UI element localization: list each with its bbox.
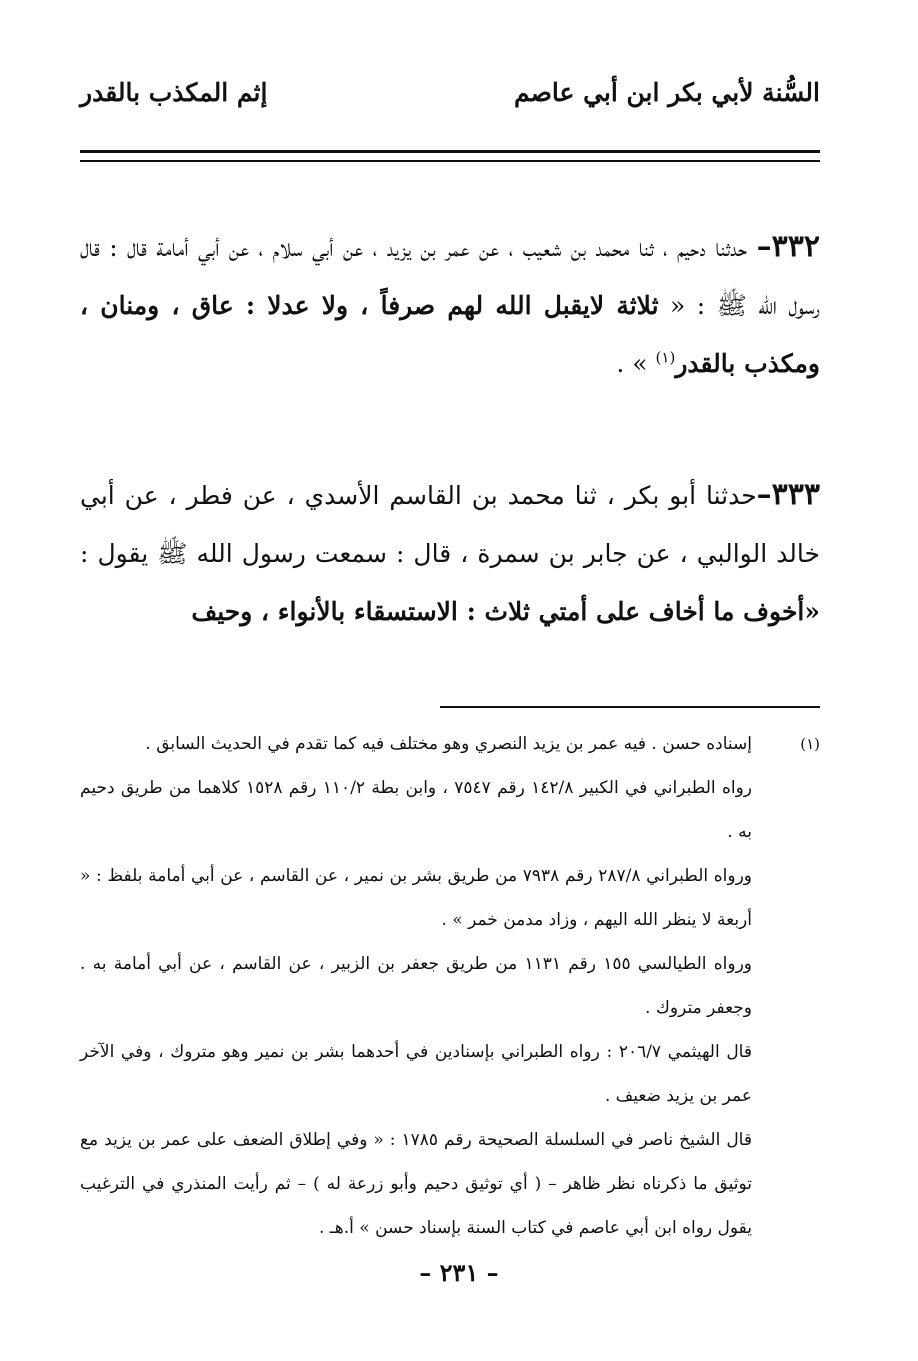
footnote-paragraph: ورواه الطبراني ٢٨٧/٨ رقم ٧٩٣٨ من طريق بشر بن نمير ، عن القاسم ، عن أبي أمامة بلفظ : « أربعة لا ينظر الله اليهم ، وزاد مدمن خمر » . (80, 866, 752, 930)
hadith-isnad: حدثنا دحيم ، ثنا محمد بن شعيب ، عن عمر بن يزيد ، عن أبي سلام ، عن أبي أمامة قال : قال رسول الله ﷺ : « (80, 233, 820, 320)
hadith-333 (80, 466, 820, 641)
hadith-closing: » . (616, 349, 656, 378)
hadith-dash: – (756, 229, 772, 264)
chapter-title: إثم المكذب بالقدر (80, 78, 268, 107)
footnote-paragraph: إسناده حسن . فيه عمر بن يزيد النصري وهو مختلف فيه كما تقدم في الحديث السابق . (145, 734, 752, 754)
footnote-marker: (١) (800, 735, 820, 753)
hadith-matn: «أخوف ما أخاف على أمتي ثلاث : الاستسقاء بالأنواء ، وحيف (191, 597, 820, 626)
footnotes (80, 722, 820, 1250)
hadith-dash: – (756, 477, 772, 512)
page-number: – ٢٣١ – (419, 1258, 499, 1287)
running-header (80, 78, 820, 118)
hadith-number: ٣٣٣ (771, 477, 820, 512)
hadith-number: ٣٣٢ (771, 229, 820, 264)
footnote-paragraph: رواه الطبراني في الكبير ١٤٢/٨ رقم ٧٥٤٧ ، وابن بطة ١١٠/٢ رقم ١٥٢٨ كلاهما من طريق دحيم به . (80, 778, 752, 842)
hadith-isnad: حدثنا أبو بكر ، ثنا محمد بن القاسم الأسدي ، عن فطر ، عن أبي خالد الوالبي ، عن جابر بن سمرة ، قال : سمعت رسول الله ﷺ يقول : (80, 481, 820, 568)
footnote-paragraph: ورواه الطيالسي ١٥٥ رقم ١١٣١ من طريق جعفر بن الزبير ، عن القاسم ، عن أبي أمامة به . وجعفر متروك . (80, 954, 752, 1018)
header-rule-thick (80, 150, 820, 153)
hadith-332 (80, 218, 820, 393)
footnote-body (80, 722, 752, 1250)
book-title: السُّنة لأبي بكر ابن أبي عاصم (513, 78, 820, 107)
footnote-reference[interactable]: (١) (655, 348, 676, 367)
footnote-separator (440, 706, 820, 708)
header-rule-thin (80, 160, 820, 162)
footnote-paragraph: قال الشيخ ناصر في السلسلة الصحيحة رقم ١٧٨٥ : « وفي إطلاق الضعف على عمر بن يزيد مع توثيق ما ذكرناه نظر ظاهر – ( أي توثيق دحيم وأبو زرعة له ) – ثم رأيت المنذري في الترغيب يقول رواه ابن أبي عاصم في كتاب السنة بإسناد حسن » أ.هـ . (80, 1130, 752, 1238)
hadith-matn: ثلاثة لايقبل الله لهم صرفاً ، ولا عدلا : عاق ، ومنان ، ومكذب بالقدر (80, 291, 820, 378)
footnote-paragraph: قال الهيثمي ٢٠٦/٧ : رواه الطبراني بإسنادين في أحدهما بشر بن نمير وهو متروك ، وفي الآخر عمر بن يزيد ضعيف . (80, 1042, 752, 1106)
